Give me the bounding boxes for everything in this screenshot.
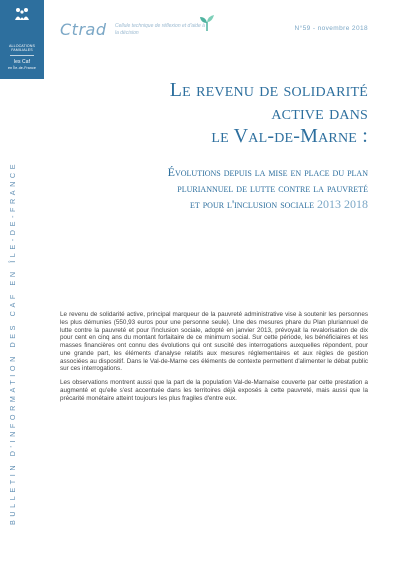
logo-text-allocations: ALLOCATIONS (9, 44, 35, 48)
logo-text-caf: les Caf (13, 59, 31, 65)
logo-text-familiales: FAMILIALES (11, 48, 33, 52)
logo-divider (10, 55, 34, 56)
title-line-1: Le revenu de solidarité (169, 79, 368, 101)
sprout-icon (198, 14, 216, 32)
logo-text-region: en Île-de-France (8, 66, 36, 70)
caf-family-icon (14, 7, 30, 21)
brand-description: Cellule technique de réflexion et d'aide à la décision (115, 23, 205, 36)
page-title (48, 79, 368, 148)
abstract-paragraph-2: Les observations montrent aussi que la part de la population Val-de-Marnaise couverte par cette prestation a augmenté et qu'elle s'est accentuée dans les territoires déjà exposés à cette pauvreté, mais aussi que la précarité monétaire atteint toujours les plus fragiles d'entre eux. (60, 379, 368, 402)
page-subtitle (48, 164, 368, 212)
subtitle-line-1: Évolutions depuis la mise en place du plan (167, 165, 368, 179)
subtitle-years: 2013 2018 (317, 197, 368, 211)
abstract (60, 311, 368, 408)
title-line-3: le Val-de-Marne : (211, 125, 368, 147)
subtitle-line-3 (48, 196, 368, 212)
caf-logo (0, 0, 44, 79)
side-banner: BULLETIN D'INFORMATION DES CAF EN ÎLE-DE-FRANCE (8, 160, 17, 525)
subtitle-line-3-text: et pour l'inclusion sociale (189, 197, 314, 211)
brand-name: Ctrad (60, 20, 107, 39)
title-line-2: active dans (271, 102, 368, 124)
abstract-paragraph-1: Le revenu de solidarité active, principal marqueur de la pauvreté administrative vise à soutenir les personnes les plus démunies (550,93 euros pour une personne seule). Une des mesures phare du Plan pluriannuel de lutte contre la pauvreté et pour l'inclusion sociale, adopté en janvier 2013, prévoyait la revalorisation de dix pour cent en cinq ans du montant forfaitaire de ce minimum social. Sur cette période, les bénéficiaires et les masses financières ont connu des évolutions qui ont suscité des interrogations auxquelles répondent, pour une grande part, les éléments d'analyse relatifs aux mesures réglementaires et aux règles de gestion associées au dispositif. Dans le Val-de-Marne ces éléments de contexte permettent d'alimenter le débat public sur ces interrogations. (60, 311, 368, 373)
subtitle-line-2: pluriannuel de lutte contre la pauvreté (177, 181, 368, 195)
issue-number: N°59 - novembre 2018 (294, 25, 368, 32)
